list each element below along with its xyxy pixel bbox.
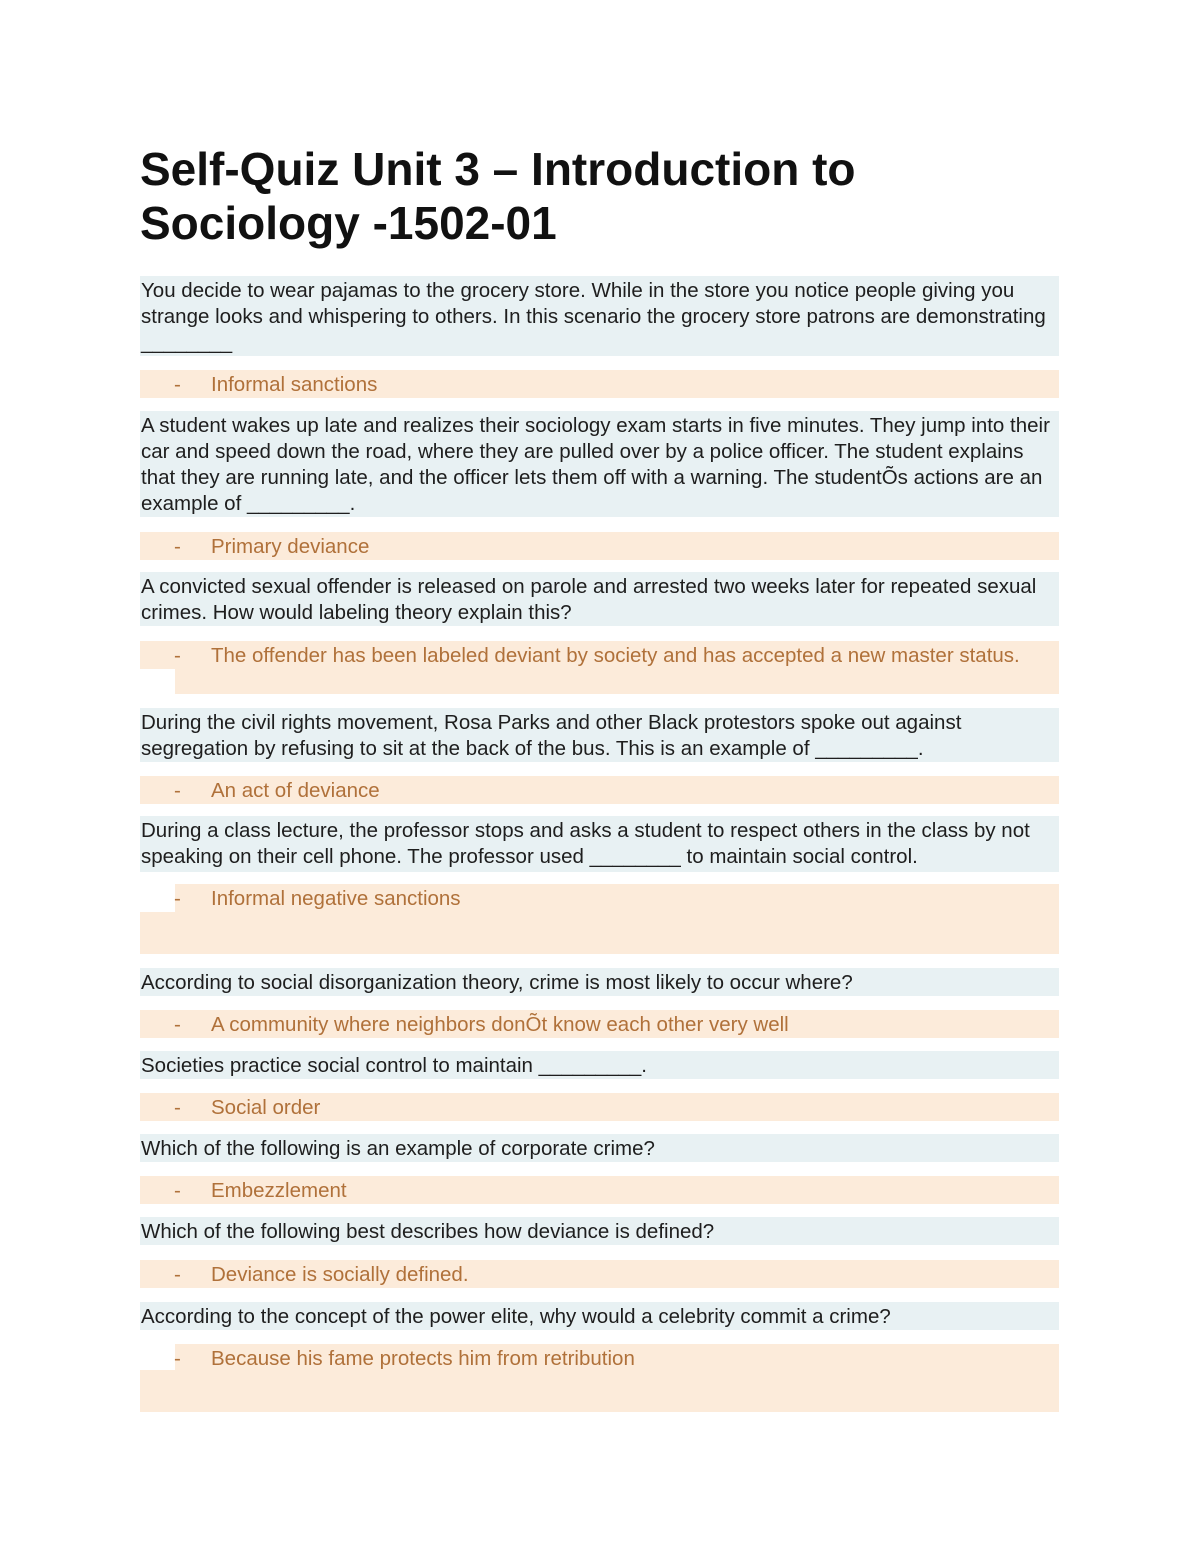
answer-1 [140, 370, 1059, 398]
answer-7 [140, 1093, 1059, 1121]
answer-bullet: - [174, 1179, 181, 1202]
answer-text: Primary deviance [211, 535, 370, 558]
answer-text: A community where neighbors donÕt know each other very well [211, 1013, 789, 1036]
answer-bullet: - [174, 779, 181, 802]
question-3: A convicted sexual offender is released on parole and arrested two weeks later for repeated sexual crimes. How would labeling theory explain this? [140, 572, 1059, 626]
question-4: During the civil rights movement, Rosa Parks and other Black protestors spoke out against segregation by refusing to sit at the back of the bus. This is an example of _________. [140, 708, 1059, 762]
answer-text: Because his fame protects him from retribution [211, 1347, 635, 1370]
question-9: Which of the following best describes how deviance is defined? [140, 1217, 1059, 1245]
question-5: During a class lecture, the professor stops and asks a student to respect others in the class by not speaking on their cell phone. The professor used ________ to maintain social control. [140, 816, 1059, 872]
answer-text: Social order [211, 1096, 321, 1119]
question-1: You decide to wear pajamas to the grocery store. While in the store you notice people giving you strange looks and whispering to others. In this scenario the grocery store patrons are demonstrating ________ [140, 276, 1059, 356]
answer-3 [140, 641, 1059, 694]
question-6: According to social disorganization theory, crime is most likely to occur where? [140, 968, 1059, 996]
answer-text: Informal sanctions [211, 373, 378, 396]
answer-bullet: - [174, 1096, 181, 1119]
answer-8 [140, 1176, 1059, 1204]
answer-bullet: - [174, 1013, 181, 1036]
answer-4 [140, 776, 1059, 804]
answer-bullet: - [174, 887, 181, 910]
question-10: According to the concept of the power elite, why would a celebrity commit a crime? [140, 1302, 1059, 1330]
answer-text: Deviance is socially defined. [211, 1263, 469, 1286]
question-7: Societies practice social control to maintain _________. [140, 1051, 1059, 1079]
answer-5 [140, 884, 1059, 954]
answer-bullet: - [174, 1347, 181, 1370]
answer-bullet: - [174, 1263, 181, 1286]
answer-text: Embezzlement [211, 1179, 347, 1202]
answer-9 [140, 1260, 1059, 1288]
answer-2 [140, 532, 1059, 560]
answer-text: The offender has been labeled deviant by society and has accepted a new master status. [211, 644, 1020, 667]
answer-6 [140, 1010, 1059, 1038]
answer-bullet: - [174, 535, 181, 558]
answer-text: An act of deviance [211, 779, 380, 802]
question-8: Which of the following is an example of corporate crime? [140, 1134, 1059, 1162]
answer-10 [140, 1344, 1059, 1412]
document-title: Self-Quiz Unit 3 – Introduction to Sociology -1502-01 [140, 143, 856, 249]
answer-bullet: - [174, 644, 181, 667]
answer-bullet: - [174, 373, 181, 396]
question-2: A student wakes up late and realizes their sociology exam starts in five minutes. They jump into their car and speed down the road, where they are pulled over by a police officer. The student explains that they are running late, and the officer lets them off with a warning. The studentÕs actions are an example of _________. [140, 411, 1059, 517]
answer-text: Informal negative sanctions [211, 887, 461, 910]
